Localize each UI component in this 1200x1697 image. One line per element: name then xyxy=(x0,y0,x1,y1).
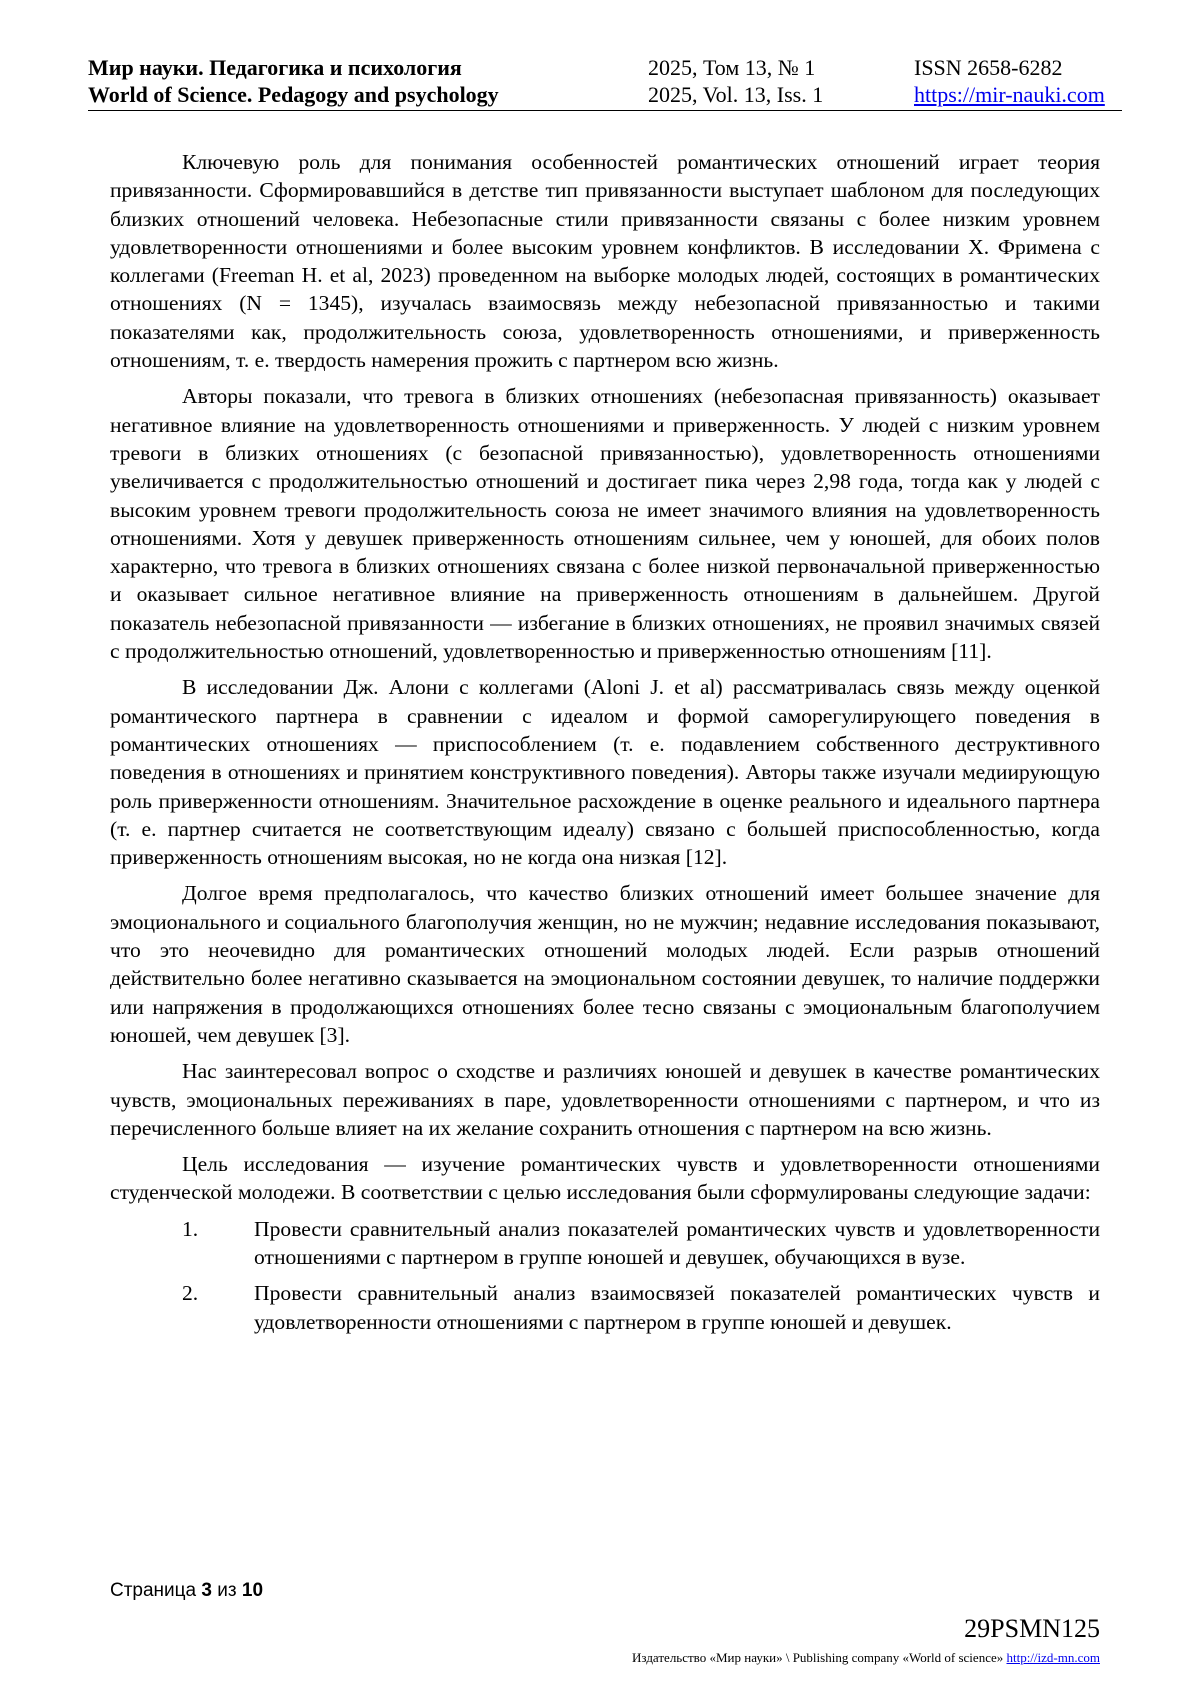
journal-issue-en: 2025, Vol. 13, Iss. 1 xyxy=(648,82,824,107)
journal-title-ru: Мир науки. Педагогика и психология xyxy=(88,55,462,80)
paragraph: Авторы показали, что тревога в близких отношениях (небезопасная привязанность) оказывает негативное влияние на удовлетворенность отношениями и приверженность. У людей с низким уровнем тревоги в близких отношениях (с безопасной привязанностью), удовлетворенность отношениями увеличивается с продолжительностью отношений и достигает пика через 2,98 года, тогда как у людей с высоким уровнем тревоги продолжительность союза не имеет значимого влияния на удовлетворенность отношениями. Хотя у девушек приверженность отношениям сильнее, чем у юношей, для обоих полов характерно, что тревога в близких отношениях связана с более низкой первоначальной приверженностью и оказывает сильное негативное влияние на приверженность отношениям в дальнейшем. Другой показатель небезопасной привязанности — избегание в близких отношениях, не проявил значимых связей с продолжительностью отношений, удовлетворенностью и приверженностью отношениям [11]. xyxy=(110,384,1100,664)
article-body xyxy=(110,148,1100,1344)
list-item-number: 1. xyxy=(182,1216,199,1241)
journal-title xyxy=(88,54,499,108)
list-item xyxy=(110,1215,1100,1272)
page-total: 10 xyxy=(241,1580,264,1601)
page-number xyxy=(110,1580,263,1602)
journal-url-link[interactable]: https://mir-nauki.com xyxy=(914,82,1105,107)
journal-issn: ISSN 2658-6282 xyxy=(914,55,1063,80)
paragraph: Ключевую роль для понимания особенностей романтических отношений играет теория привязанности. Сформировавшийся в детстве тип привязанности выступает шаблоном для последующих близких отношений человека. Небезопасные стили привязанности связаны с более низким уровнем удовлетворенности отношениями и более высоким уровнем конфликтов. В исследовании Х. Фримена с коллегами (Freeman H. et al, 2023) проведенном на выборке молодых людей, состоящих в романтических отношениях (N = 1345), изучалась взаимосвязь между небезопасной привязанностью и такими показателями как, продолжительность союза, удовлетворенность отношениями, и приверженность отношениям, т. е. твердость намерения прожить с партнером всю жизнь. xyxy=(110,150,1100,373)
page-current: 3 xyxy=(201,1580,212,1601)
paragraph: Долгое время предполагалось, что качество близких отношений имеет большее значение для эмоционального и социального благополучия женщин, но не мужчин; недавние исследования показывают, что это неочевидно для романтических отношений молодых людей. Если разрыв отношений действительно более негативно сказывается на эмоциональном состоянии девушек, то наличие поддержки или напряжения в продолжающихся отношениях более тесно связаны с эмоциональным благополучием юношей, чем девушек [3]. xyxy=(110,881,1100,1047)
list-item-number: 2. xyxy=(182,1281,199,1306)
publisher-line xyxy=(632,1650,1100,1666)
journal-issn-block xyxy=(914,54,1105,108)
paragraph: Цель исследования — изучение романтических чувств и удовлетворенности отношениями студенческой молодежи. В соответствии с целью исследования были сформулированы следующие задачи: xyxy=(110,1152,1100,1205)
article-code: 29PSMN125 xyxy=(964,1614,1100,1643)
page-word: Страница xyxy=(110,1580,197,1601)
journal-issue xyxy=(648,54,823,108)
journal-issue-ru: 2025, Том 13, № 1 xyxy=(648,55,816,80)
list-item-text: Провести сравнительный анализ взаимосвязей показателей романтических чувств и удовлетворенности отношениями с партнером в группе юношей и девушек. xyxy=(254,1281,1100,1334)
list-item-text: Провести сравнительный анализ показателей романтических чувств и удовлетворенности отношениями с партнером в группе юношей и девушек, обучающихся в вузе. xyxy=(254,1216,1100,1269)
journal-title-en: World of Science. Pedagogy and psychology xyxy=(88,82,499,107)
list-item xyxy=(110,1279,1100,1336)
task-list xyxy=(110,1215,1100,1336)
publisher-url-link[interactable]: http://izd-mn.com xyxy=(1006,1650,1100,1665)
page-of: из xyxy=(217,1580,237,1601)
publisher-text: Издательство «Мир науки» \ Publishing company «World of science» xyxy=(632,1650,1004,1665)
paragraph: Нас заинтересовал вопрос о сходстве и различиях юношей и девушек в качестве романтических чувств, эмоциональных переживаниях в паре, удовлетворенности отношениями с партнером, и что из перечисленного больше влияет на их желание сохранить отношения с партнером на всю жизнь. xyxy=(110,1059,1100,1140)
paragraph: В исследовании Дж. Алони с коллегами (Aloni J. et al) рассматривалась связь между оценкой романтического партнера в сравнении с идеалом и формой саморегулирующего поведения в романтических отношениях — приспособлением (т. е. подавлением собственного деструктивного поведения в отношениях и принятием конструктивного поведения). Авторы также изучали медиирующую роль приверженности отношениям. Значительное расхождение в оценке реального и идеального партнера (т. е. партнер считается не соответствующим идеалу) связано с большей приспособленностью, когда приверженность отношениям высокая, но не когда она низкая [12]. xyxy=(110,675,1100,870)
journal-header xyxy=(88,48,1122,111)
